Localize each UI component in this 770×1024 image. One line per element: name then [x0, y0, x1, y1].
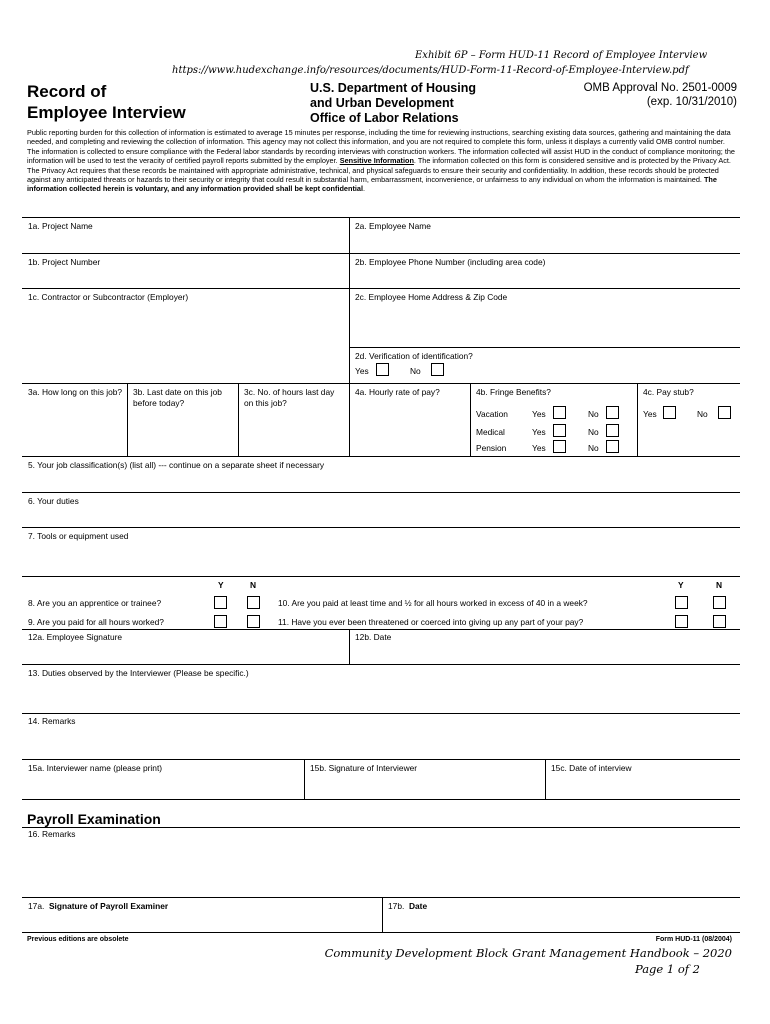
vacation-yes-label: Yes — [532, 409, 546, 419]
how-long-field[interactable]: 3a. How long on this job? — [28, 387, 123, 397]
pension-yes-label: Yes — [532, 443, 546, 453]
overtime-no-checkbox[interactable] — [713, 596, 726, 609]
verification-yes-label: Yes — [355, 366, 369, 376]
apprentice-yes-checkbox[interactable] — [214, 596, 227, 609]
contractor-field[interactable]: 1c. Contractor or Subcontractor (Employer) — [28, 292, 189, 302]
verification-yes-checkbox[interactable] — [376, 363, 389, 376]
pension-no-label: No — [588, 443, 599, 453]
form-title-line1: Record of — [27, 82, 107, 101]
y-header-left: Y — [218, 580, 224, 590]
n-header-left: N — [250, 580, 257, 590]
payroll-examination-heading: Payroll Examination — [27, 811, 161, 827]
medical-yes-checkbox[interactable] — [553, 424, 566, 437]
last-date-field[interactable]: 3b. Last date on this job before today? — [133, 387, 222, 408]
fringe-benefits-label: 4b. Fringe Benefits? — [476, 387, 551, 397]
paid-all-hours-question: 9. Are you paid for all hours worked? — [28, 617, 164, 627]
verification-label: 2d. Verification of identification? — [355, 351, 473, 361]
payroll-examiner-signature-field[interactable]: 17a. Signature of Payroll Examiner — [28, 901, 169, 911]
apprentice-question: 8. Are you an apprentice or trainee? — [28, 598, 162, 608]
paid-all-hours-no-checkbox[interactable] — [247, 615, 260, 628]
omb-approval — [584, 81, 737, 109]
paid-all-hours-yes-checkbox[interactable] — [214, 615, 227, 628]
dept-line3: Office of Labor Relations — [310, 111, 459, 125]
employee-signature-date-field[interactable]: 12b. Date — [355, 632, 392, 642]
pay-stub-no-checkbox[interactable] — [718, 406, 731, 419]
apprentice-no-checkbox[interactable] — [247, 596, 260, 609]
pay-stub-no-label: No — [697, 409, 708, 419]
duties-observed-field[interactable]: 13. Duties observed by the Interviewer (Please be specific.) — [28, 668, 249, 678]
interview-date-field[interactable]: 15c. Date of interview — [551, 763, 632, 773]
hourly-rate-field[interactable]: 4a. Hourly rate of pay? — [355, 387, 440, 397]
payroll-remarks-field[interactable]: 16. Remarks — [28, 829, 76, 839]
remarks-field[interactable]: 14. Remarks — [28, 716, 76, 726]
medical-label: Medical — [476, 427, 505, 437]
y-header-right: Y — [678, 580, 684, 590]
exhibit-title: Exhibit 6P – Form HUD-11 Record of Employee Interview — [415, 50, 708, 61]
hours-last-day-field[interactable]: 3c. No. of hours last day on this job? — [244, 387, 335, 408]
dept-line1: U.S. Department of Housing — [310, 81, 476, 95]
page-number: Page 1 of 2 — [634, 962, 700, 976]
medical-no-label: No — [588, 427, 599, 437]
form-title — [27, 81, 186, 123]
project-number-field[interactable]: 1b. Project Number — [28, 257, 101, 267]
n-header-right: N — [716, 580, 723, 590]
overtime-question: 10. Are you paid at least time and ½ for all hours worked in excess of 40 in a week? — [278, 598, 588, 608]
verification-no-label: No — [410, 366, 421, 376]
project-name-field[interactable]: 1a. Project Name — [28, 221, 93, 231]
pay-stub-yes-checkbox[interactable] — [663, 406, 676, 419]
employee-name-field[interactable]: 2a. Employee Name — [355, 221, 431, 231]
coerced-yes-checkbox[interactable] — [675, 615, 688, 628]
employee-phone-field[interactable]: 2b. Employee Phone Number (including area code) — [355, 257, 546, 267]
medical-no-checkbox[interactable] — [606, 424, 619, 437]
payroll-date-field[interactable]: 17b. Date — [388, 901, 428, 911]
omb-expiration: (exp. 10/31/2010) — [646, 96, 737, 108]
paperwork-notice: Public reporting burden for this collection of information is estimated to average 15 minutes per response, including the time for reviewing instructions, searching existing data sources, gathering and maintaining the data needed, and completing and reviewing the collection of information. This agency may not collect this information, and you are not required to complete this form, unless it displays a currently valid OMB control number. The information is collected to ensure compliance with the Federal labor standards by recording interviews with construction workers. The information collected will assist HUD in the conduct of compliance monitoring; the information will be used to test the veracity of certified payroll reports submitted by the employer. Sensitive Information. The information collected on this form is considered sensitive and is protected by the Privacy Act. The Privacy Act requires that these records be maintained with appropriate administrative, technical, and physical safeguards to ensure their security and confidentiality. In addition, these records should be protected against any anticipated threats or hazards to their security or integrity that could result in substantial harm, embarrassment, inconvenience, or unfairness to any individual on whom the information is maintained. The information collected herein is voluntary, and any information provided shall be kept confidential. — [27, 128, 735, 194]
coerced-no-checkbox[interactable] — [713, 615, 726, 628]
department-name — [310, 81, 476, 126]
handbook-title: Community Development Block Grant Management Handbook – 2020 — [324, 946, 732, 960]
overtime-yes-checkbox[interactable] — [675, 596, 688, 609]
employee-address-field[interactable]: 2c. Employee Home Address & Zip Code — [355, 292, 508, 302]
tools-field[interactable]: 7. Tools or equipment used — [28, 531, 129, 541]
employee-signature-field[interactable]: 12a. Employee Signature — [28, 632, 123, 642]
form-number: Form HUD-11 (08/2004) — [655, 936, 732, 943]
interviewer-name-field[interactable]: 15a. Interviewer name (please print) — [28, 763, 163, 773]
pension-label: Pension — [476, 443, 507, 453]
vacation-label: Vacation — [476, 409, 508, 419]
vacation-no-checkbox[interactable] — [606, 406, 619, 419]
omb-number: OMB Approval No. 2501-0009 — [583, 82, 737, 94]
pay-stub-label: 4c. Pay stub? — [643, 387, 694, 397]
pension-yes-checkbox[interactable] — [553, 440, 566, 453]
verification-no-checkbox[interactable] — [431, 363, 444, 376]
form-title-line2: Employee Interview — [27, 103, 186, 122]
previous-editions-note: Previous editions are obsolete — [27, 936, 129, 943]
vacation-no-label: No — [588, 409, 599, 419]
dept-line2: and Urban Development — [310, 96, 454, 110]
interviewer-signature-field[interactable]: 15b. Signature of Interviewer — [310, 763, 418, 773]
pay-stub-yes-label: Yes — [643, 409, 657, 419]
duties-field[interactable]: 6. Your duties — [28, 496, 79, 506]
coerced-question: 11. Have you ever been threatened or coerced into giving up any part of your pay? — [278, 617, 584, 627]
vacation-yes-checkbox[interactable] — [553, 406, 566, 419]
source-url: https://www.hudexchange.info/resources/documents/HUD-Form-11-Record-of-Employee-Interview.pdf — [172, 65, 689, 76]
medical-yes-label: Yes — [532, 427, 546, 437]
job-classification-field[interactable]: 5. Your job classification(s) (list all) --- continue on a separate sheet if necessary — [28, 460, 325, 470]
pension-no-checkbox[interactable] — [606, 440, 619, 453]
